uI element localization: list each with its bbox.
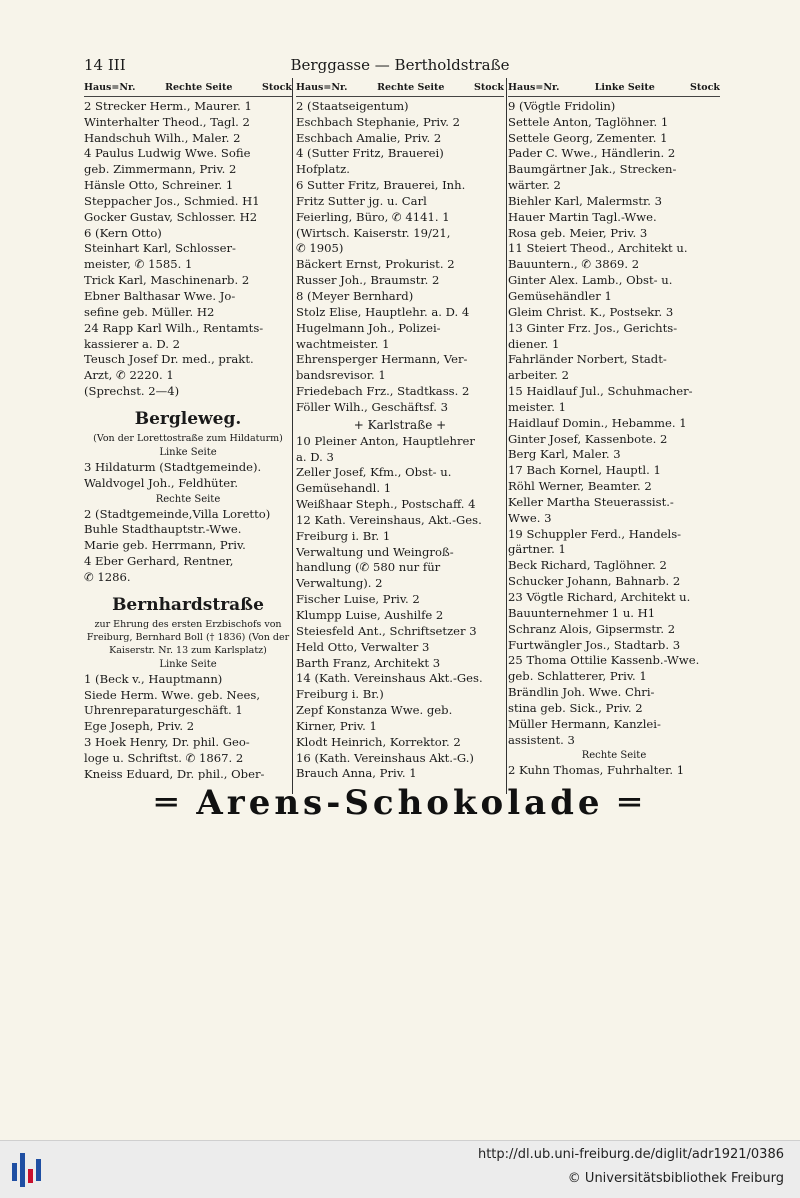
directory-entry: Weißhaar Steph., Postschaff. 4 bbox=[296, 497, 476, 512]
directory-entry: Marie geb. Herrmann, Priv. bbox=[84, 538, 246, 553]
directory-entry: 12 Kath. Vereinshaus, Akt.-Ges. bbox=[296, 512, 482, 527]
entry-list bbox=[84, 99, 292, 400]
directory-entry: 2 (Stadtgemeinde,Villa Loretto) bbox=[84, 506, 271, 521]
directory-entry: Hofplatz. bbox=[296, 162, 350, 177]
directory-entry: Brändlin Joh. Wwe. Chri- bbox=[508, 685, 655, 700]
directory-entry: assistent. 3 bbox=[508, 732, 575, 747]
page-title: Berggasse — Bertholdstraße bbox=[290, 56, 510, 74]
column-1 bbox=[84, 80, 292, 780]
entry-list bbox=[296, 99, 504, 416]
directory-entry: meister. 1 bbox=[508, 399, 567, 414]
directory-entry: 1 (Beck v., Hauptmann) bbox=[84, 671, 223, 686]
directory-entry: arbeiter. 2 bbox=[508, 368, 569, 383]
directory-entry: 2 (Staatseigentum) bbox=[296, 98, 409, 113]
entry-list bbox=[84, 460, 292, 492]
directory-entry: Klodt Heinrich, Korrektor. 2 bbox=[296, 734, 461, 749]
directory-entry: Hänsle Otto, Schreiner. 1 bbox=[84, 178, 234, 193]
street-note: (Von der Lorettostraße zum Hildaturm) bbox=[93, 432, 283, 444]
directory-entry: ✆ 1286. bbox=[84, 569, 131, 584]
column-2 bbox=[296, 80, 504, 780]
directory-entry: Teusch Josef Dr. med., prakt. bbox=[84, 352, 254, 367]
header-house-no: Haus=Nr. bbox=[84, 82, 136, 93]
directory-entry: Steinhart Karl, Schlosser- bbox=[84, 241, 236, 256]
directory-entry: Verwaltung und Weingroß- bbox=[296, 544, 454, 559]
header-side: Rechte Seite bbox=[377, 82, 445, 93]
directory-entry: Biehler Karl, Malermstr. 3 bbox=[508, 193, 663, 208]
directory-entry: Eschbach Amalie, Priv. 2 bbox=[296, 130, 442, 145]
directory-entry: (Sprechst. 2—4) bbox=[84, 384, 180, 399]
entry-list bbox=[84, 507, 292, 586]
directory-entry: Kneiss Eduard, Dr. phil., Ober- bbox=[84, 766, 265, 780]
side-label: Linke Seite bbox=[159, 446, 217, 458]
directory-entry: Zepf Konstanza Wwe. geb. bbox=[296, 703, 453, 718]
header-side: Rechte Seite bbox=[165, 82, 233, 93]
directory-entry: Gemüsehandl. 1 bbox=[296, 481, 392, 496]
side-label: Rechte Seite bbox=[581, 750, 647, 762]
directory-entry: Waldvogel Joh., Feldhüter. bbox=[84, 475, 239, 490]
header-house-no: Haus=Nr. bbox=[296, 82, 348, 93]
directory-entry: Handschuh Wilh., Maler. 2 bbox=[84, 130, 241, 145]
directory-entry: 11 Steiert Theod., Architekt u. bbox=[508, 241, 688, 256]
entry-list bbox=[508, 99, 720, 749]
directory-entry: gärtner. 1 bbox=[508, 542, 566, 557]
directory-entry: Ginter Josef, Kassenbote. 2 bbox=[508, 431, 668, 446]
directory-entry: Ebner Balthasar Wwe. Jo- bbox=[84, 288, 236, 303]
cross-street: + Karlstraße + bbox=[353, 417, 447, 432]
directory-entry: Schranz Alois, Gipsermstr. 2 bbox=[508, 621, 676, 636]
directory-entry: ✆ 1905) bbox=[296, 241, 344, 256]
directory-entry: Settele Anton, Taglöhner. 1 bbox=[508, 114, 669, 129]
directory-entry: Röhl Werner, Beamter. 2 bbox=[508, 479, 652, 494]
directory-entry: 4 Eber Gerhard, Rentner, bbox=[84, 554, 234, 569]
directory-entry: geb. Zimmermann, Priv. 2 bbox=[84, 162, 237, 177]
directory-entry: 2 Kuhn Thomas, Fuhrhalter. 1 bbox=[508, 763, 685, 778]
directory-entry: Freiburg i. Br.) bbox=[296, 687, 384, 702]
directory-entry: Friedebach Frz., Stadtkass. 2 bbox=[296, 384, 470, 399]
column-rule bbox=[292, 78, 293, 794]
directory-entry: wachtmeister. 1 bbox=[296, 336, 390, 351]
column-header bbox=[508, 80, 720, 97]
directory-entry: 19 Schuppler Ferd., Handels- bbox=[508, 526, 682, 541]
directory-entry: kassierer a. D. 2 bbox=[84, 336, 180, 351]
directory-entry: bandsrevisor. 1 bbox=[296, 368, 386, 383]
street-heading: Bergleweg. bbox=[134, 408, 242, 429]
directory-entry: Gocker Gustav, Schlosser. H2 bbox=[84, 209, 258, 224]
directory-entry: Keller Martha Steuerassist.- bbox=[508, 494, 674, 509]
directory-entry: Steppacher Jos., Schmied. H1 bbox=[84, 193, 260, 208]
directory-entry: Fischer Luise, Priv. 2 bbox=[296, 592, 420, 607]
directory-entry: Settele Georg, Zementer. 1 bbox=[508, 130, 668, 145]
directory-entry: 3 Hoek Henry, Dr. phil. Geo- bbox=[84, 735, 250, 750]
directory-entry: Russer Joh., Braumstr. 2 bbox=[296, 273, 440, 288]
directory-entry: Bäckert Ernst, Prokurist. 2 bbox=[296, 257, 455, 272]
directory-entry: 23 Vögtle Richard, Architekt u. bbox=[508, 590, 691, 604]
directory-entry: 6 (Kern Otto) bbox=[84, 225, 162, 240]
directory-entry: Wwe. 3 bbox=[508, 510, 552, 525]
directory-entry: Haidlauf Domin., Hebamme. 1 bbox=[508, 415, 687, 430]
viewer-footer bbox=[0, 1140, 800, 1198]
directory-entry: a. D. 3 bbox=[296, 449, 334, 464]
directory-entry: Freiburg i. Br. 1 bbox=[296, 528, 391, 543]
directory-entry: Hauer Martin Tagl.-Wwe. bbox=[508, 209, 657, 224]
column-header bbox=[296, 80, 504, 97]
directory-entry: Stolz Elise, Hauptlehr. a. D. 4 bbox=[296, 304, 470, 319]
directory-entry: Baumgärtner Jak., Strecken- bbox=[508, 162, 677, 177]
directory-entry: Buhle Stadthauptstr.-Wwe. bbox=[84, 522, 242, 537]
directory-entry: wärter. 2 bbox=[508, 178, 561, 193]
column-rule bbox=[506, 78, 507, 794]
directory-entry: Arzt, ✆ 2220. 1 bbox=[84, 368, 174, 383]
directory-entry: Fahrländer Norbert, Stadt- bbox=[508, 352, 667, 367]
directory-entry: Pader C. Wwe., Händlerin. 2 bbox=[508, 146, 676, 161]
header-side: Linke Seite bbox=[594, 82, 655, 93]
directory-entry: Eschbach Stephanie, Priv. 2 bbox=[296, 114, 460, 129]
directory-entry: Brauch Anna, Priv. 1 bbox=[296, 766, 417, 780]
source-link[interactable]: http://dl.ub.uni-freiburg.de/diglit/adr1921/0386 bbox=[477, 1147, 784, 1162]
directory-entry: Bauuntern., ✆ 3869. 2 bbox=[508, 257, 640, 272]
directory-entry: 3 Hildaturm (Stadtgemeinde). bbox=[84, 459, 262, 474]
header-floor: Stock bbox=[262, 82, 292, 93]
directory-entry: 24 Rapp Karl Wilh., Rentamts- bbox=[84, 320, 264, 335]
directory-entry: 8 (Meyer Bernhard) bbox=[296, 288, 414, 303]
directory-entry: 4 Paulus Ludwig Wwe. Sofie bbox=[84, 146, 251, 161]
directory-entry: 9 (Vögtle Fridolin) bbox=[508, 98, 616, 113]
header-floor: Stock bbox=[474, 82, 504, 93]
directory-entry: Föller Wilh., Geschäftsf. 3 bbox=[296, 399, 449, 414]
directory-entry: Uhrenreparaturgeschäft. 1 bbox=[84, 703, 243, 718]
directory-entry: Feierling, Büro, ✆ 4141. 1 bbox=[296, 209, 450, 224]
street-heading: Bernhardstraße bbox=[112, 594, 264, 615]
directory-entry: handlung (✆ 580 nur für bbox=[296, 560, 441, 575]
directory-entry: Trick Karl, Maschinenarb. 2 bbox=[84, 273, 250, 288]
directory-entry: Ege Joseph, Priv. 2 bbox=[84, 719, 195, 734]
directory-entry: (Wirtsch. Kaiserstr. 19/21, bbox=[296, 225, 451, 240]
side-label: Linke Seite bbox=[159, 658, 217, 670]
directory-entry: stina geb. Sick., Priv. 2 bbox=[508, 700, 643, 715]
directory-entry: Winterhalter Theod., Tagl. 2 bbox=[84, 114, 250, 129]
directory-entry: loge u. Schriftst. ✆ 1867. 2 bbox=[84, 751, 244, 765]
column-header bbox=[84, 80, 292, 97]
directory-entry: 2 Strecker Herm., Maurer. 1 bbox=[84, 98, 252, 113]
directory-entry: Zeller Josef, Kfm., Obst- u. bbox=[296, 465, 452, 480]
directory-entry: Ehrensperger Hermann, Ver- bbox=[296, 352, 468, 367]
directory-entry: Verwaltung). 2 bbox=[296, 576, 383, 591]
directory-entry: 25 Thoma Ottilie Kassenb.-Wwe. bbox=[508, 653, 700, 668]
directory-entry: 13 Ginter Frz. Jos., Gerichts- bbox=[508, 320, 678, 335]
directory-entry: 16 (Kath. Vereinshaus Akt.-G.) bbox=[296, 750, 474, 765]
directory-entry: 14 (Kath. Vereinshaus Akt.-Ges. bbox=[296, 671, 483, 686]
advertisement-banner: ═ Arens-Schokolade ═ bbox=[156, 783, 644, 823]
directory-entry: Berg Karl, Maler. 3 bbox=[508, 447, 621, 462]
copyright-notice: © Universitätsbibliothek Freiburg bbox=[567, 1171, 784, 1186]
directory-entry: Bauunternehmer 1 u. H1 bbox=[508, 605, 656, 620]
directory-entry: 4 (Sutter Fritz, Brauerei) bbox=[296, 146, 444, 161]
directory-entry: Siede Herm. Wwe. geb. Nees, bbox=[84, 687, 261, 702]
directory-entry: Ginter Alex. Lamb., Obst- u. bbox=[508, 273, 673, 288]
directory-entry: 6 Sutter Fritz, Brauerei, Inh. bbox=[296, 178, 466, 193]
directory-entry: geb. Schlatterer, Priv. 1 bbox=[508, 669, 647, 684]
directory-entry: Klumpp Luise, Aushilfe 2 bbox=[296, 608, 444, 622]
directory-entry: meister, ✆ 1585. 1 bbox=[84, 257, 193, 272]
directory-entry: 10 Pleiner Anton, Hauptlehrer bbox=[296, 433, 475, 448]
side-label: Rechte Seite bbox=[155, 493, 221, 505]
directory-entry: 15 Haidlauf Jul., Schuhmacher- bbox=[508, 384, 693, 399]
directory-entry: Rosa geb. Meier, Priv. 3 bbox=[508, 225, 648, 240]
page-number: 14 III bbox=[84, 56, 126, 74]
directory-entry: Steiesfeld Ant., Schriftsetzer 3 bbox=[296, 623, 477, 638]
library-logo-icon bbox=[10, 1149, 46, 1189]
directory-entry: 17 Bach Kornel, Hauptl. 1 bbox=[508, 463, 661, 478]
directory-entry: sefine geb. Müller. H2 bbox=[84, 304, 215, 319]
directory-entry: Müller Hermann, Kanzlei- bbox=[508, 716, 661, 731]
directory-entry: diener. 1 bbox=[508, 336, 560, 351]
street-note: zur Ehrung des ersten Erzbischofs von Freiburg, Bernhard Boll († 1836) (Von der Kaiserstr. Nr. 13 zum Karlsplatz) bbox=[86, 618, 290, 656]
header-floor: Stock bbox=[690, 82, 720, 93]
directory-entry: Gemüsehändler 1 bbox=[508, 288, 612, 303]
directory-entry: Fritz Sutter jg. u. Carl bbox=[296, 193, 427, 208]
column-3 bbox=[508, 80, 720, 780]
directory-entry: Schucker Johann, Bahnarb. 2 bbox=[508, 574, 681, 589]
directory-entry: Barth Franz, Architekt 3 bbox=[296, 655, 441, 670]
entry-list bbox=[296, 434, 504, 780]
directory-entry: Hugelmann Joh., Polizei- bbox=[296, 320, 441, 335]
header-house-no: Haus=Nr. bbox=[508, 82, 560, 93]
directory-entry: Beck Richard, Taglöhner. 2 bbox=[508, 558, 667, 573]
directory-entry: Gleim Christ. K., Postsekr. 3 bbox=[508, 304, 674, 319]
entry-list bbox=[84, 672, 292, 780]
directory-entry: Furtwängler Jos., Stadtarb. 3 bbox=[508, 637, 681, 652]
directory-entry: Kirner, Priv. 1 bbox=[296, 718, 377, 733]
directory-entry: Held Otto, Verwalter 3 bbox=[296, 639, 430, 654]
